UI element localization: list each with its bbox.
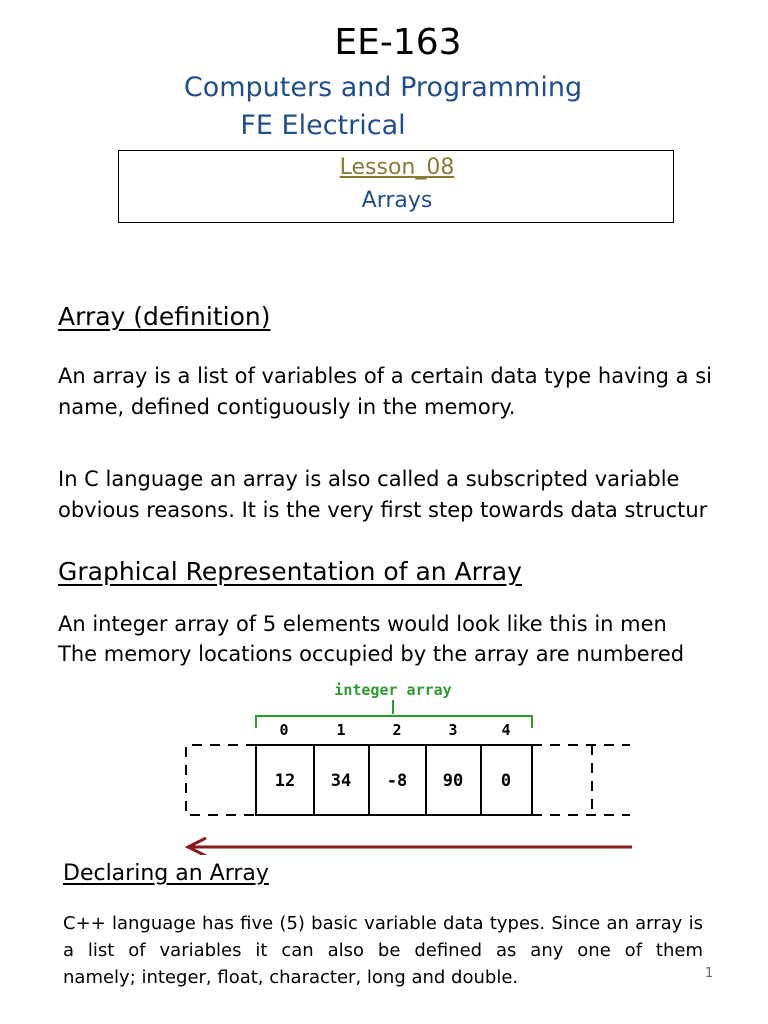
declaring-paragraph bbox=[63, 910, 703, 991]
graphical-para-line1: An integer array of 5 elements would look like this in men bbox=[58, 612, 667, 636]
declaring-line1: C++ language has five (5) basic variable data types. Since an array bbox=[63, 913, 683, 934]
cell-value-0: 12 bbox=[274, 771, 296, 791]
lesson-box bbox=[118, 150, 674, 223]
definition-p2-line2: obvious reasons. It is the very first step towards data structur bbox=[58, 498, 708, 522]
definition-heading: Array (definition) bbox=[58, 302, 271, 331]
cell-value-3: 90 bbox=[442, 771, 464, 791]
definition-p1-line1: An array is a list of variables of a certain data type having a si bbox=[58, 364, 712, 388]
definition-paragraph-1 bbox=[58, 361, 712, 423]
index-label-4: 4 bbox=[501, 721, 511, 739]
course-name: Computers and Programming bbox=[183, 72, 583, 103]
definition-paragraph-2 bbox=[58, 464, 707, 526]
definition-p1-line2: name, defined contiguously in the memory. bbox=[58, 395, 516, 419]
index-label-2: 2 bbox=[392, 721, 402, 739]
index-label-3: 3 bbox=[448, 721, 458, 739]
cell-value-4: 0 bbox=[500, 771, 512, 791]
declaring-line3: namely; integer, float, character, long and double. bbox=[63, 967, 519, 988]
cell-values bbox=[275, 771, 511, 791]
definition-p2-line1: In C language an array is also called a subscripted variable bbox=[58, 467, 680, 491]
left-arrow bbox=[188, 838, 632, 855]
course-code: EE-163 bbox=[334, 22, 462, 63]
dashed-left-cell bbox=[186, 745, 256, 815]
index-label-0: 0 bbox=[279, 721, 289, 739]
declaring-line2: is a list of variables it can also be defined as any one of them bbox=[63, 913, 703, 961]
page-number: 1 bbox=[705, 966, 714, 981]
diagram-title: integer array bbox=[334, 681, 452, 699]
index-label-1: 1 bbox=[336, 721, 346, 739]
dashed-neighbors bbox=[186, 745, 630, 815]
index-labels bbox=[279, 721, 510, 739]
array-diagram bbox=[0, 670, 768, 855]
cell-value-1: 34 bbox=[330, 771, 352, 791]
lesson-label[interactable]: Lesson_08 bbox=[339, 155, 455, 180]
declaring-heading: Declaring an Array bbox=[63, 861, 269, 886]
graphical-para-line2: The memory locations occupied by the array are numbered bbox=[58, 642, 685, 666]
cell-value-2: -8 bbox=[386, 771, 408, 791]
lesson-topic: Arrays bbox=[361, 188, 433, 213]
program-name: FE Electrical bbox=[240, 110, 406, 141]
graphical-heading: Graphical Representation of an Array bbox=[58, 557, 522, 586]
